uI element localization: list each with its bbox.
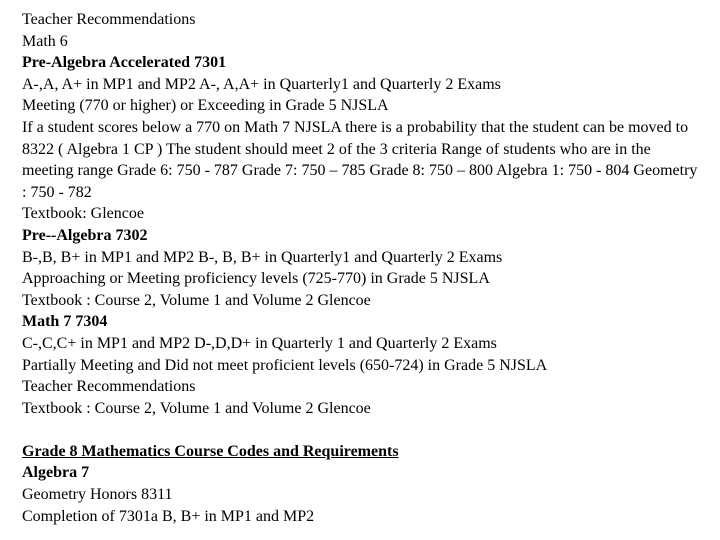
- grade-8-section-heading: Grade 8 Mathematics Course Codes and Requirements: [22, 442, 399, 460]
- pre-algebra-textbook: Textbook : Course 2, Volume 1 and Volume 2 Glencoe: [22, 291, 371, 309]
- pre-algebra-njsla: Approaching or Meeting proficiency levels (725-770) in Grade 5 NJSLA: [22, 270, 490, 288]
- math-7-grades: C-,C,C+ in MP1 and MP2 D-,D,D+ in Quarterly 1 and Quarterly 2 Exams: [22, 334, 497, 352]
- njsla-criteria-paragraph: If a student scores below a 770 on Math 7 NJSLA there is a probability that the student can be moved to 8322 ( Algebra 1 CP ) The student should meet 2 of the 3 criteria Range of students who are in the meeting range Grade 6: 750 - 787 Grade 7: 750 – 785 Grade 8: 750 – 800 Algebra 1: 750 - 804 Geometry : 750 - 782: [22, 118, 698, 201]
- pre-algebra-accelerated-njsla: Meeting (770 or higher) or Exceeding in Grade 5 NJSLA: [22, 97, 389, 115]
- geometry-honors-requirement: Completion of 7301a B, B+ in MP1 and MP2: [22, 507, 315, 525]
- pre-algebra-accelerated-heading: Pre-Algebra Accelerated 7301: [22, 54, 227, 72]
- geometry-honors-line: Geometry Honors 8311: [22, 486, 173, 504]
- pre-algebra-accelerated-textbook: Textbook: Glencoe: [22, 205, 144, 223]
- pre-algebra-heading: Pre--Algebra 7302: [22, 226, 148, 244]
- pre-algebra-grades: B-,B, B+ in MP1 and MP2 B-, B, B+ in Quarterly1 and Quarterly 2 Exams: [22, 248, 503, 266]
- math-7-heading: Math 7 7304: [22, 313, 108, 331]
- teacher-recommendations-line: Teacher Recommendations: [22, 11, 196, 28]
- pre-algebra-accelerated-grades: A-,A, A+ in MP1 and MP2 A-, A,A+ in Quarterly1 and Quarterly 2 Exams: [22, 75, 501, 93]
- document-body: [22, 9, 704, 527]
- math-7-textbook: Textbook : Course 2, Volume 1 and Volume 2 Glencoe: [22, 399, 371, 417]
- math-6-line: Math 6: [22, 32, 68, 50]
- math-7-teacher-recommendations: Teacher Recommendations: [22, 378, 196, 396]
- math-7-njsla: Partially Meeting and Did not meet proficient levels (650-724) in Grade 5 NJSLA: [22, 356, 548, 374]
- algebra-heading: Algebra 7: [22, 464, 90, 482]
- section-spacer: [22, 419, 704, 441]
